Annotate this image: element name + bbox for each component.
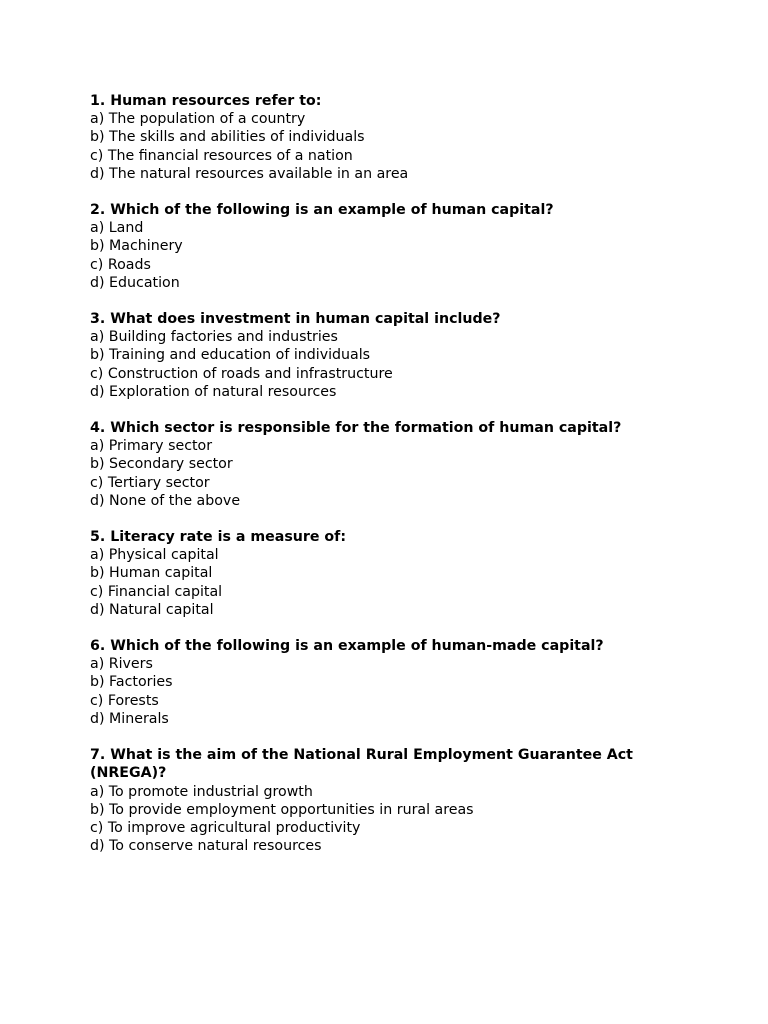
question-5 [90, 528, 690, 619]
option-list [90, 437, 690, 510]
option-b: b) Factories [90, 674, 173, 691]
option-a: a) Land [90, 220, 144, 237]
question-text: 1. Human resources refer to: [90, 93, 322, 109]
option-b: b) Training and education of individuals [90, 347, 371, 364]
option-c: c) Construction of roads and infrastructure [90, 365, 393, 382]
question-7 [90, 746, 690, 855]
option-b: b) Human capital [90, 565, 213, 582]
question-text: 2. Which of the following is an example of human capital? [90, 202, 554, 219]
option-a: a) Building factories and industries [90, 329, 338, 346]
question-text: 6. Which of the following is an example of human-made capital? [90, 638, 604, 655]
question-3 [90, 310, 690, 401]
quiz-document [90, 92, 690, 873]
option-a: a) To promote industrial growth [90, 783, 313, 800]
option-a: a) The population of a country [90, 111, 306, 128]
option-a: a) Primary sector [90, 438, 213, 455]
question-2 [90, 201, 690, 292]
option-c: c) Financial capital [90, 583, 223, 600]
question-text: 4. Which sector is responsible for the formation of human capital? [90, 420, 622, 437]
option-d: d) Exploration of natural resources [90, 383, 337, 400]
option-list [90, 328, 690, 401]
question-text: 5. Literacy rate is a measure of: [90, 529, 347, 546]
option-d: d) None of the above [90, 492, 241, 509]
option-b: b) To provide employment opportunities in rural areas [90, 801, 474, 818]
question-text: 3. What does investment in human capital include? [90, 311, 501, 328]
question-6 [90, 637, 690, 728]
option-d: d) The natural resources available in an area [90, 165, 409, 182]
option-a: a) Physical capital [90, 547, 219, 564]
option-b: b) Secondary sector [90, 456, 233, 473]
question-4 [90, 419, 690, 510]
option-c: c) To improve agricultural productivity [90, 819, 361, 836]
option-b: b) Machinery [90, 238, 183, 255]
option-c: c) Roads [90, 256, 151, 273]
option-d: d) Minerals [90, 710, 169, 727]
question-text: 7. What is the aim of the National Rural Employment Guarantee Act (NREGA)? [90, 747, 633, 782]
question-1 [90, 92, 690, 183]
option-c: c) Tertiary sector [90, 474, 210, 491]
option-d: d) Natural capital [90, 601, 214, 618]
option-c: c) Forests [90, 692, 159, 709]
option-d: d) Education [90, 274, 180, 291]
option-list [90, 219, 690, 292]
option-a: a) Rivers [90, 656, 153, 673]
option-d: d) To conserve natural resources [90, 838, 322, 855]
option-b: b) The skills and abilities of individuals [90, 129, 365, 146]
option-list [90, 783, 690, 856]
option-c: c) The financial resources of a nation [90, 147, 353, 164]
option-list [90, 110, 690, 183]
option-list [90, 655, 690, 728]
option-list [90, 546, 690, 619]
